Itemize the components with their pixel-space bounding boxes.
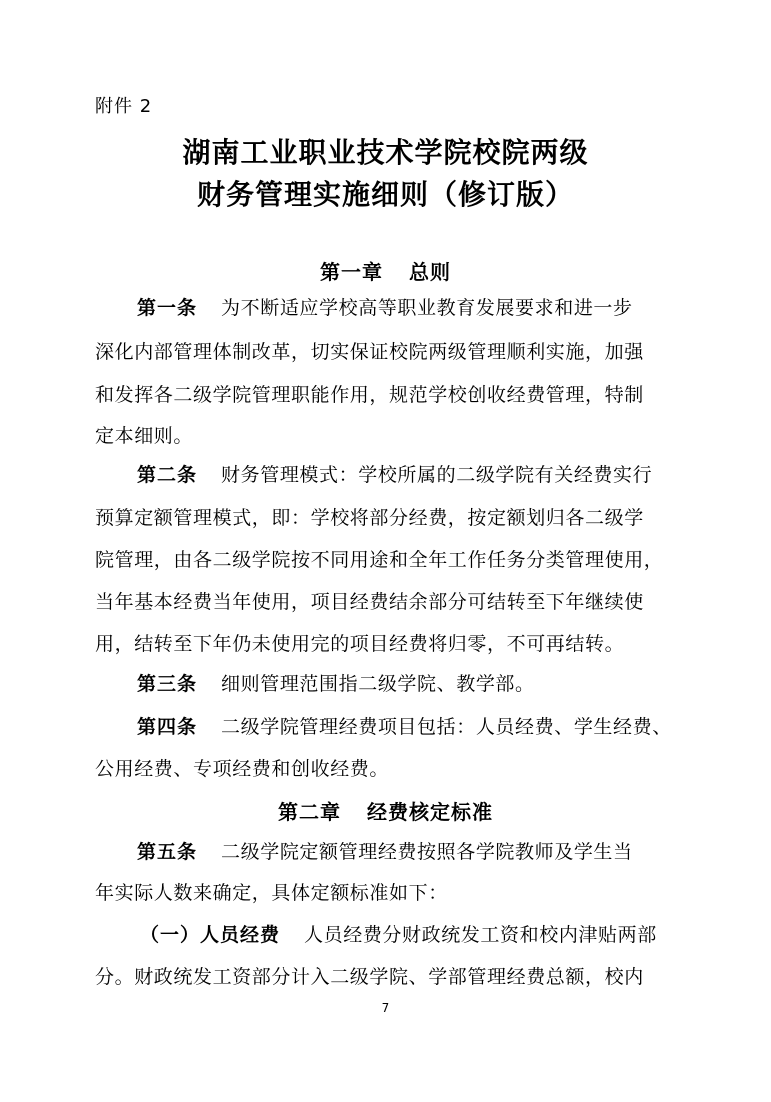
article-2-line-4: 当年基本经费当年使用，项目经费结余部分可结转至下年继续使: [95, 591, 644, 613]
article-5-label: 第五条: [137, 841, 198, 863]
article-2-line-2: 预算定额管理模式，即：学校将部分经费，按定额划归各二级学: [95, 507, 644, 529]
chapter-2-name: 经费核定标准: [367, 800, 493, 824]
article-4-text-1: 二级学院管理经费项目包括：人员经费、学生经费、: [221, 716, 672, 738]
article-1-line-1: [137, 295, 685, 321]
article-4-line-2: 公用经费、专项经费和创收经费。: [95, 758, 390, 780]
article-5-line-2: 年实际人数来确定，具体定额标准如下：: [95, 882, 448, 904]
article-5-line-1: [137, 839, 685, 865]
article-1-text-1: 为不断适应学校高等职业教育发展要求和进一步: [221, 297, 633, 319]
article-2-text-1: 财务管理模式：学校所属的二级学院有关经费实行: [221, 464, 653, 486]
article-1-line-3: 和发挥各二级学院管理职能作用，规范学校创收经费管理，特制: [95, 384, 644, 406]
item-1-line-1: [140, 922, 685, 948]
article-3-label: 第三条: [137, 673, 198, 695]
article-4-label: 第四条: [137, 716, 198, 738]
attachment-label: 附件 2: [95, 96, 153, 117]
article-2-line-1: [137, 462, 685, 488]
article-1-line-2: 深化内部管理体制改革，切实保证校院两级管理顺利实施，加强: [95, 341, 644, 363]
document-title-line-2: 财务管理实施细则（修订版）: [196, 178, 574, 211]
chapter-1-heading: [0, 256, 771, 285]
document-title-line-1: 湖南工业职业技术学院校院两级: [182, 136, 589, 169]
chapter-2-number: 第二章: [278, 800, 341, 824]
item-1-line-2: 分。财政统发工资部分计入二级学院、学部管理经费总额，校内: [95, 966, 644, 988]
page-number: 7: [381, 1001, 390, 1015]
item-1-text-1: 人员经费分财政统发工资和校内津贴两部: [304, 924, 657, 946]
article-2-line-3: 院管理，由各二级学院按不同用途和全年工作任务分类管理使用，: [95, 549, 664, 571]
article-1-label: 第一条: [137, 297, 198, 319]
article-5-text-1: 二级学院定额管理经费按照各学院教师及学生当: [221, 841, 633, 863]
article-2-line-5: 用，结转至下年仍未使用完的项目经费将归零，不可再结转。: [95, 633, 625, 655]
chapter-1-number: 第一章: [320, 260, 383, 284]
chapter-2-heading: [0, 796, 771, 825]
article-3-line-1: [137, 671, 685, 697]
article-1-line-4: 定本细则。: [95, 425, 194, 447]
item-1-label: （一）人员经费: [140, 924, 281, 946]
article-3-text-1: 细则管理范围指二级学院、教学部。: [221, 673, 535, 695]
chapter-1-name: 总则: [409, 260, 451, 284]
article-4-line-1: [137, 714, 685, 740]
article-2-label: 第二条: [137, 464, 198, 486]
